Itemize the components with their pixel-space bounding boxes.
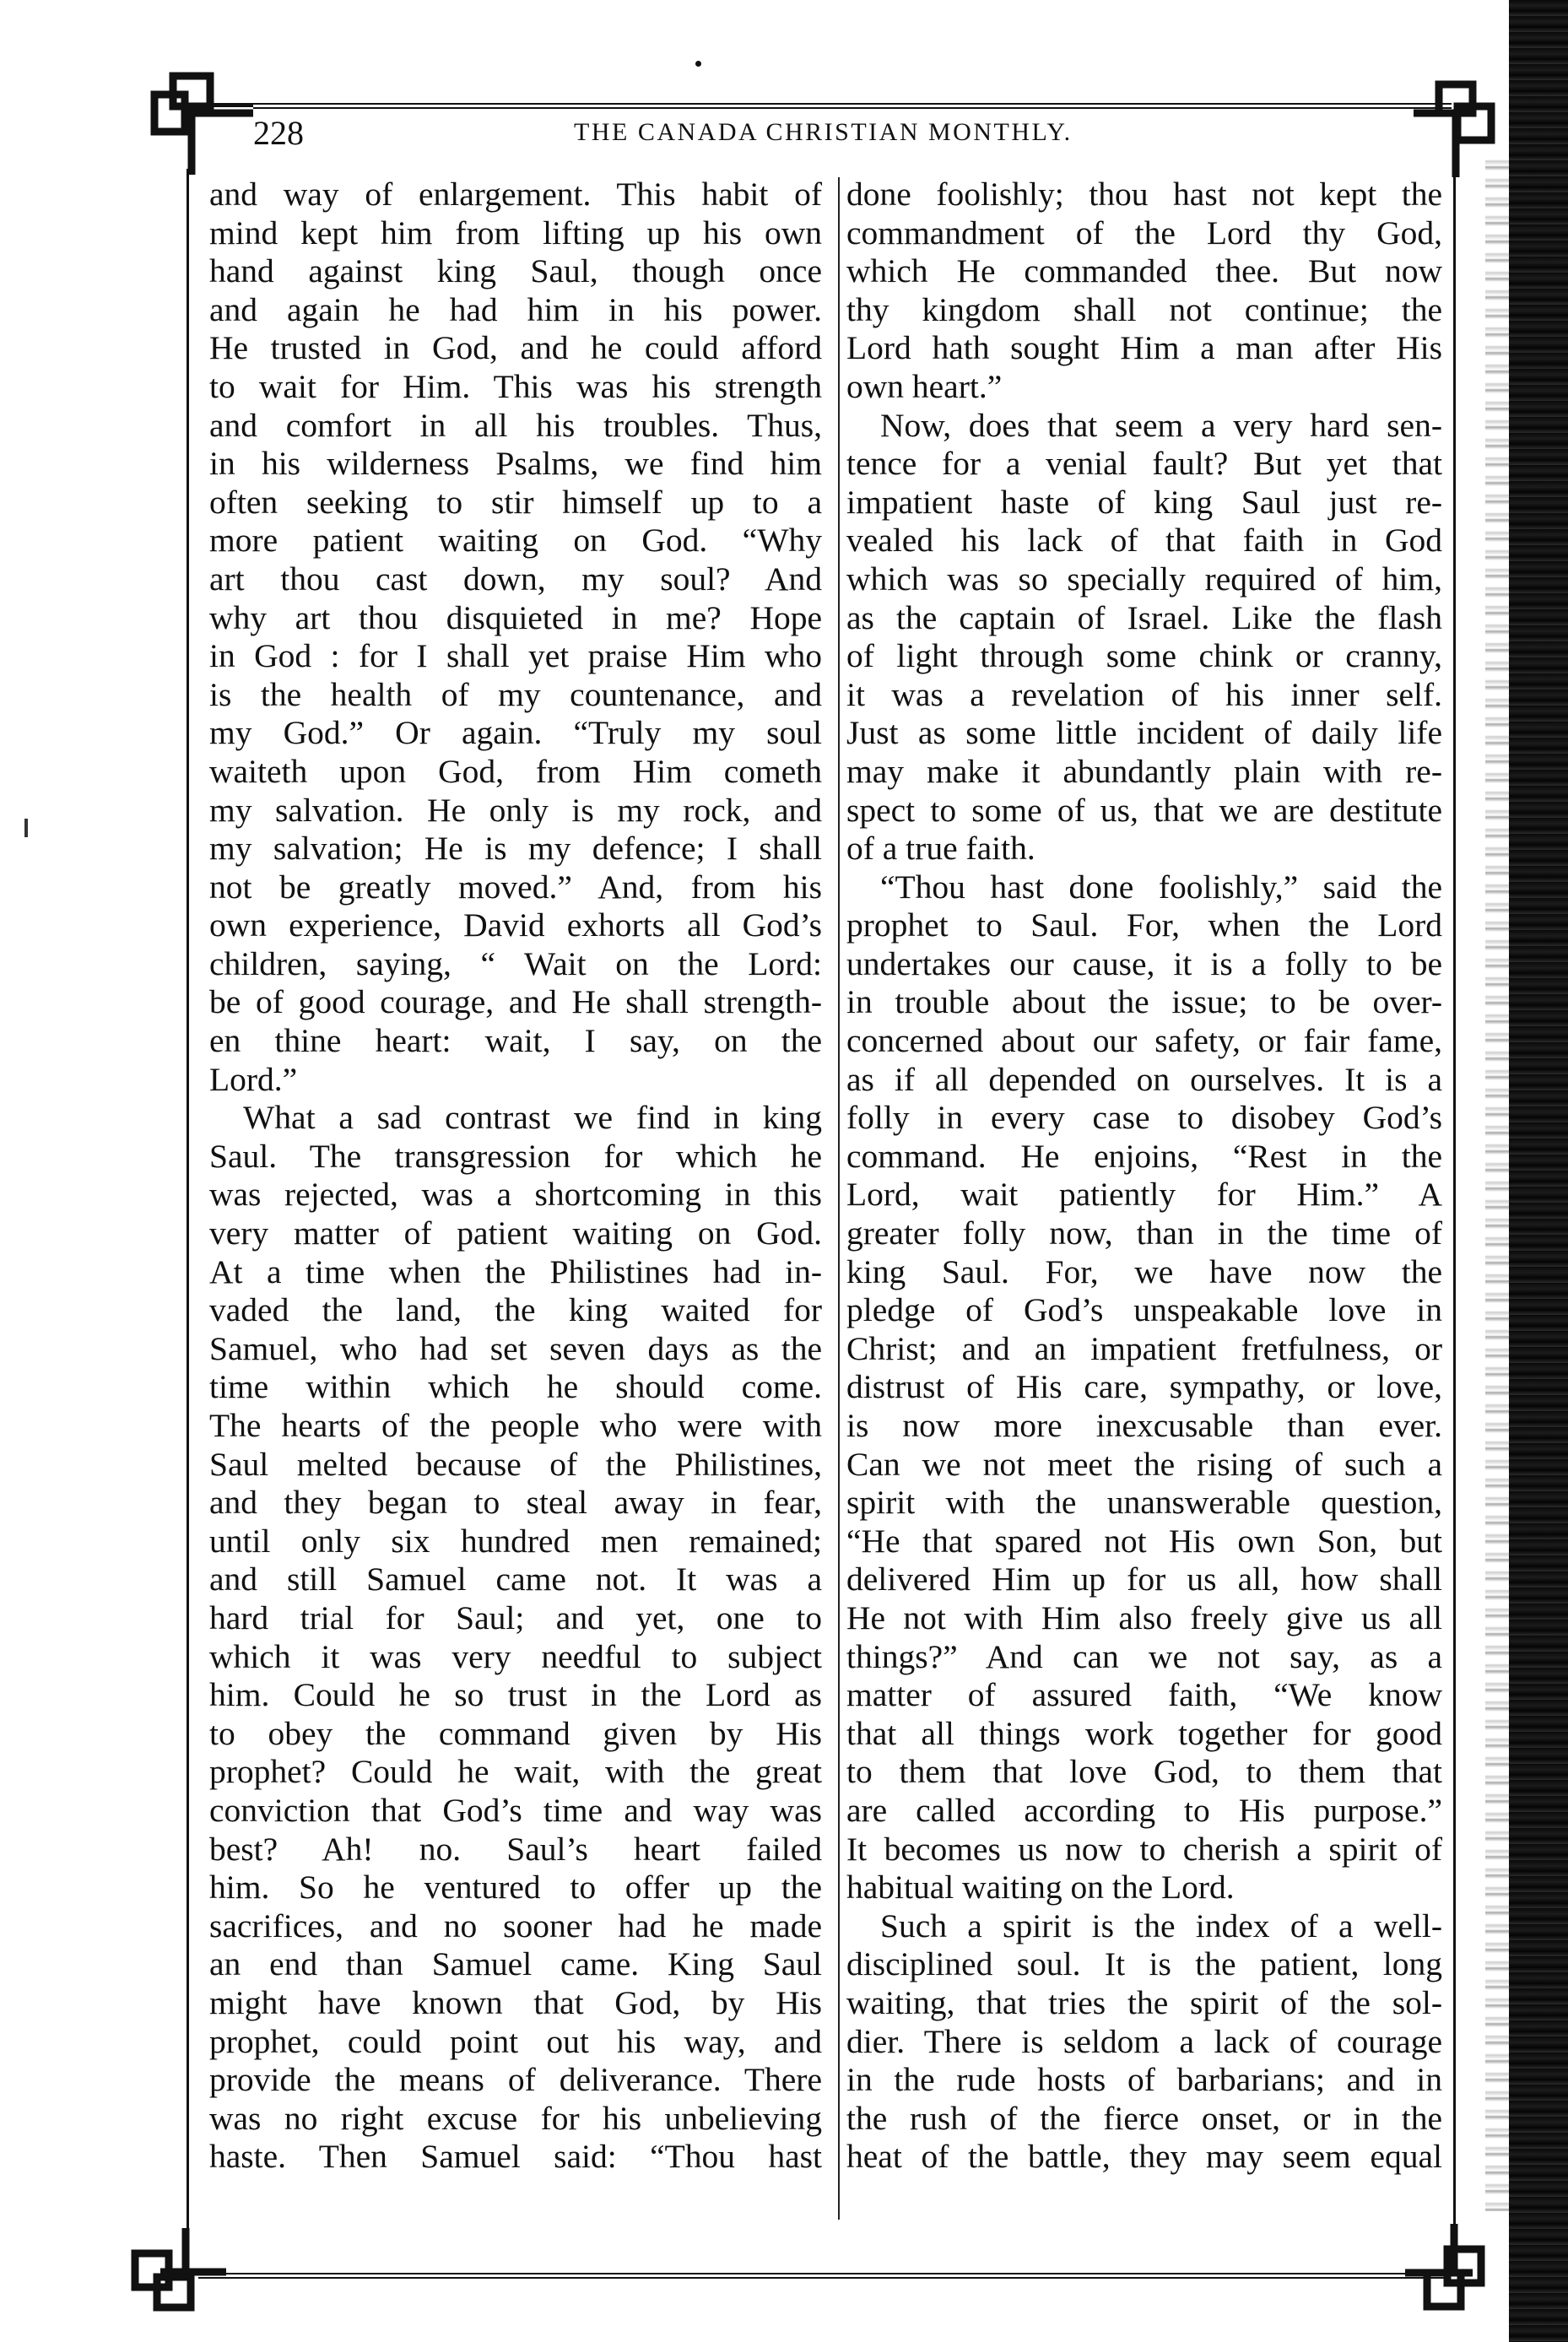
- text-line: my salvation; He is my defence; I shall: [209, 830, 822, 868]
- text-line: “He that spared not His own Son, but: [846, 1522, 1442, 1560]
- text-line: not be greatly moved.” And, from his: [209, 868, 822, 906]
- text-line: which He commanded thee. But now: [846, 252, 1442, 290]
- text-line: thy kingdom shall not continue; the: [846, 290, 1442, 328]
- text-line: Saul melted because of the Philistines,: [209, 1445, 822, 1483]
- text-line: of a true faith.: [846, 830, 1035, 868]
- page-header: [253, 105, 1435, 155]
- left-border-rule: [187, 169, 189, 2228]
- text-line: What a sad contrast we find in king: [243, 1099, 822, 1137]
- text-line: prophet to Saul. For, when the Lord: [846, 906, 1442, 944]
- text-line: He trusted in God, and he could afford: [209, 329, 822, 367]
- text-line: tence for a venial fault? But yet that: [846, 445, 1442, 483]
- text-line: The hearts of the people who were with: [209, 1407, 822, 1444]
- text-line: more patient waiting on God. “Why: [209, 522, 822, 560]
- text-line: that all things work together for good: [846, 1714, 1442, 1752]
- text-line: hard trial for Saul; and yet, one to: [209, 1598, 822, 1636]
- text-line: greater folly now, than in the time of: [846, 1214, 1442, 1252]
- text-line: vaded the land, the king waited for: [209, 1291, 822, 1329]
- text-line: He not with Him also freely give us all: [846, 1598, 1442, 1636]
- text-line: as the captain of Israel. Like the flash: [846, 598, 1442, 636]
- text-line: provide the means of deliverance. There: [209, 2061, 822, 2099]
- text-line: very matter of patient waiting on God.: [209, 1214, 822, 1252]
- text-line: disciplined soul. It is the patient, long: [846, 1945, 1442, 1983]
- page-edge-speckle: [1485, 152, 1509, 2211]
- text-line: is now more inexcusable than ever.: [846, 1407, 1442, 1444]
- text-line: in trouble about the issue; to be over-: [846, 983, 1442, 1021]
- text-line: art thou cast down, my soul? And: [209, 560, 822, 598]
- text-line: Now, does that seem a very hard sen-: [880, 406, 1442, 444]
- text-line: in his wilderness Psalms, we find him: [209, 445, 822, 483]
- text-line: mind kept him from lifting up his own: [209, 214, 822, 252]
- margin-mark: [24, 819, 28, 837]
- text-line: Lord, wait patiently for Him.” A: [846, 1176, 1442, 1214]
- text-line: prophet, could point out his way, and: [209, 2022, 822, 2060]
- text-line: spect to some of us, that we are destitute: [846, 791, 1442, 829]
- text-line: my salvation. He only is my rock, and: [209, 791, 822, 829]
- text-line: and comfort in all his troubles. Thus,: [209, 406, 822, 444]
- text-line: done foolishly; thou hast not kept the: [846, 176, 1442, 213]
- text-line: It becomes us now to cherish a spirit of: [846, 1830, 1442, 1868]
- text-line: might have known that God, by His: [209, 1983, 822, 2021]
- left-text-column: [209, 176, 822, 2177]
- text-line: in God : for I shall yet praise Him who: [209, 637, 822, 675]
- text-line: “Thou hast done foolishly,” said the: [880, 868, 1442, 906]
- text-line: in the rude hosts of barbarians; and in: [846, 2061, 1442, 2099]
- text-line: king Saul. For, we have now the: [846, 1252, 1442, 1290]
- text-line: habitual waiting on the Lord.: [846, 1869, 1235, 1907]
- text-line: own heart.”: [846, 367, 1003, 405]
- text-line: which was so specially required of him,: [846, 560, 1442, 598]
- text-line: haste. Then Samuel said: “Thou hast: [209, 2138, 822, 2176]
- text-line: Saul. The transgression for which he: [209, 1137, 822, 1175]
- text-line: dier. There is seldom a lack of courage: [846, 2022, 1442, 2060]
- text-line: distrust of His care, sympathy, or love,: [846, 1368, 1442, 1406]
- top-rule-left: [194, 103, 253, 107]
- text-line: spirit with the unanswerable question,: [846, 1484, 1442, 1522]
- text-line: him. Could he so trust in the Lord as: [209, 1676, 822, 1714]
- text-line: hand against king Saul, though once: [209, 252, 822, 290]
- text-line: it was a revelation of his inner self.: [846, 675, 1442, 713]
- text-line: Lord.”: [209, 1060, 298, 1098]
- text-line: undertakes our cause, it is a folly to be: [846, 944, 1442, 982]
- text-line: of light through some chink or cranny,: [846, 637, 1442, 675]
- text-line: conviction that God’s time and way was: [209, 1791, 822, 1829]
- text-line: Just as some little incident of daily life: [846, 714, 1442, 752]
- running-title: THE CANADA CHRISTIAN MONTHLY.: [574, 118, 1073, 146]
- text-line: waiting, that tries the spirit of the sol-: [846, 1983, 1442, 2021]
- page-number: 228: [253, 114, 304, 152]
- book-spine-shadow: [1509, 0, 1568, 2342]
- text-line: and still Samuel came not. It was a: [209, 1560, 822, 1598]
- text-line: Such a spirit is the index of a well-: [880, 1907, 1442, 1944]
- text-line: Samuel, who had set seven days as the: [209, 1329, 822, 1367]
- text-line: matter of assured faith, “We know: [846, 1676, 1442, 1714]
- text-line: may make it abundantly plain with re-: [846, 752, 1442, 790]
- text-line: to obey the command given by His: [209, 1714, 822, 1752]
- right-text-column: [846, 176, 1442, 2177]
- text-line: an end than Samuel came. King Saul: [209, 1945, 822, 1983]
- text-line: vealed his lack of that faith in God: [846, 522, 1442, 560]
- text-line: heat of the battle, they may seem equal: [846, 2138, 1442, 2176]
- text-line: pledge of God’s unspeakable love in: [846, 1291, 1442, 1329]
- text-line: best? Ah! no. Saul’s heart failed: [209, 1830, 822, 1868]
- text-line: to them that love God, to them that: [846, 1753, 1442, 1791]
- text-line: sacrifices, and no sooner had he made: [209, 1907, 822, 1944]
- text-line: was no right excuse for his unbelieving: [209, 2099, 822, 2137]
- text-line: prophet? Could he wait, with the great: [209, 1753, 822, 1791]
- text-line: and they began to steal away in fear,: [209, 1484, 822, 1522]
- bottom-border-rule: [198, 2273, 1447, 2279]
- text-line: en thine heart: wait, I say, on the: [209, 1022, 822, 1060]
- text-line: commandment of the Lord thy God,: [846, 214, 1442, 252]
- text-line: the rush of the fierce onset, or in the: [846, 2099, 1442, 2137]
- column-divider: [838, 177, 840, 2220]
- corner-ornament-top-left-icon: [148, 69, 257, 179]
- text-line: why art thou disquieted in me? Hope: [209, 598, 822, 636]
- text-line: be of good courage, and He shall strength-: [209, 983, 822, 1021]
- text-line: him. So he ventured to offer up the: [209, 1869, 822, 1907]
- text-line: Christ; and an impatient fretfulness, or: [846, 1329, 1442, 1367]
- text-line: delivered Him up for us all, how shall: [846, 1560, 1442, 1598]
- text-line: At a time when the Philistines had in-: [209, 1252, 822, 1290]
- text-line: is the health of my countenance, and: [209, 675, 822, 713]
- print-speck: [695, 61, 701, 67]
- text-line: to wait for Him. This was his strength: [209, 367, 822, 405]
- text-line: until only six hundred men remained;: [209, 1522, 822, 1560]
- text-line: Lord hath sought Him a man after His: [846, 329, 1442, 367]
- text-line: waiteth upon God, from Him cometh: [209, 752, 822, 790]
- text-line: own experience, David exhorts all God’s: [209, 906, 822, 944]
- text-line: and again he had him in his power.: [209, 290, 822, 328]
- text-line: concerned about our safety, or fair fame,: [846, 1022, 1442, 1060]
- text-line: and way of enlargement. This habit of: [209, 176, 822, 213]
- text-line: things?” And can we not say, as a: [846, 1637, 1442, 1675]
- text-line: children, saying, “ Wait on the Lord:: [209, 944, 822, 982]
- right-border-rule: [1453, 169, 1456, 2228]
- text-line: my God.” Or again. “Truly my soul: [209, 714, 822, 752]
- text-line: command. He enjoins, “Rest in the: [846, 1137, 1442, 1175]
- text-line: time within which he should come.: [209, 1368, 822, 1406]
- text-line: impatient haste of king Saul just re-: [846, 483, 1442, 521]
- text-line: which it was very needful to subject: [209, 1637, 822, 1675]
- text-line: Can we not meet the rising of such a: [846, 1445, 1442, 1483]
- text-line: was rejected, was a shortcoming in this: [209, 1176, 822, 1214]
- text-line: are called according to His purpose.”: [846, 1791, 1442, 1829]
- text-line: often seeking to stir himself up to a: [209, 483, 822, 521]
- text-line: folly in every case to disobey God’s: [846, 1099, 1442, 1137]
- text-line: as if all depended on ourselves. It is a: [846, 1060, 1442, 1098]
